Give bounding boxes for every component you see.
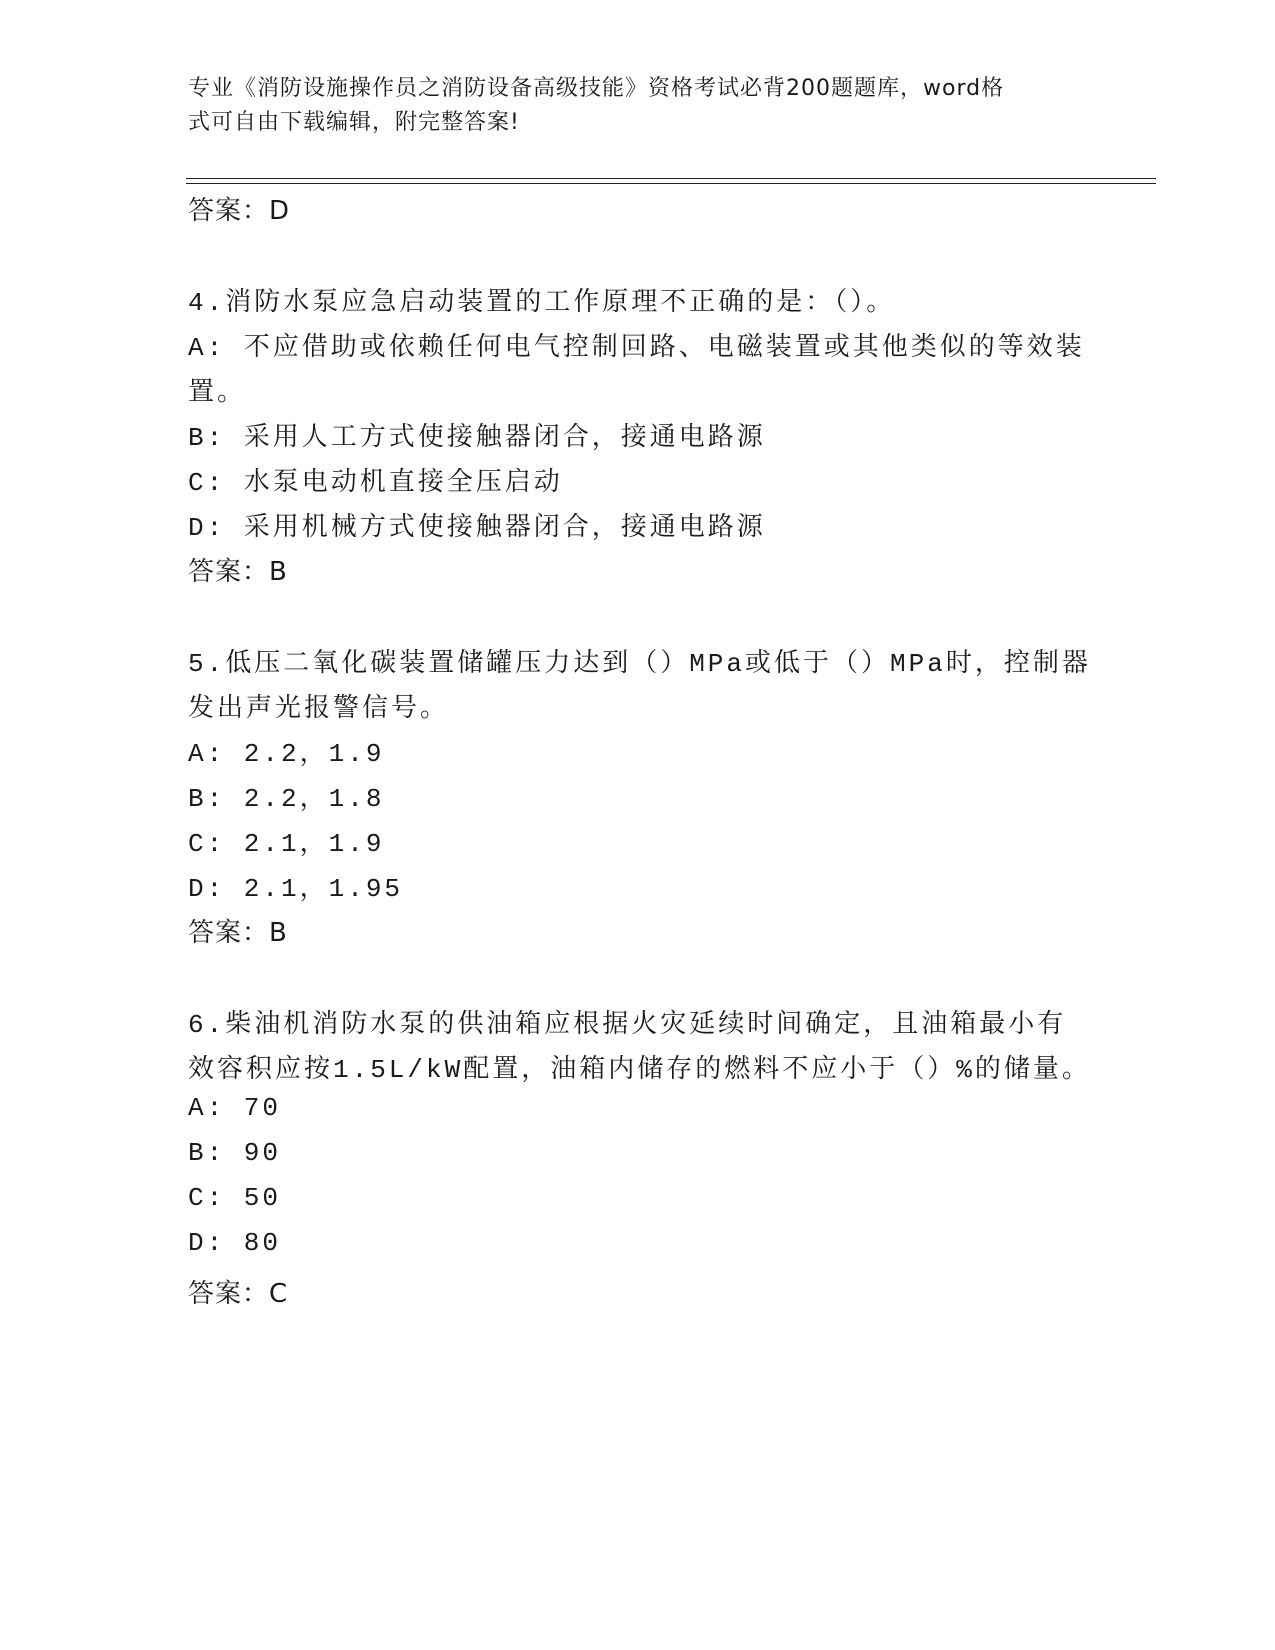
question-6-option-a: A: 70 — [188, 1093, 282, 1123]
question-4-option-c: C: 水泵电动机直接全压启动 — [188, 468, 563, 498]
question-5-option-c: C: 2.1，1.9 — [188, 829, 385, 859]
question-5-answer: 答案：B — [188, 918, 288, 948]
header-rule-top — [186, 178, 1156, 179]
header-rule-bottom — [186, 183, 1156, 184]
question-6-stem-cont: 效容积应按1.5L/kW配置，油箱内储存的燃料不应小于（）%的储量。 — [188, 1055, 1091, 1085]
question-5-stem: 5.低压二氧化碳装置储罐压力达到（）MPa或低于（）MPa时，控制器 — [188, 649, 1091, 679]
question-6-option-c: C: 50 — [188, 1183, 282, 1213]
question-4-option-d: D: 采用机械方式使接触器闭合，接通电路源 — [188, 513, 766, 543]
document-header — [188, 72, 1078, 140]
question-5-option-a: A: 2.2，1.9 — [188, 739, 385, 769]
question-6-option-d: D: 80 — [188, 1228, 282, 1258]
question-5-option-d: D: 2.1，1.95 — [188, 874, 404, 904]
question-4-answer: 答案：B — [188, 557, 288, 587]
question-5-option-b: B: 2.2，1.8 — [188, 784, 385, 814]
question-6-answer: 答案：C — [188, 1279, 289, 1309]
question-6-option-b: B: 90 — [188, 1138, 282, 1168]
header-line-1: 专业《消防设施操作员之消防设备高级技能》资格考试必背200题题库，word格 — [188, 76, 1005, 101]
question-6-stem: 6.柴油机消防水泵的供油箱应根据火灾延续时间确定，且油箱最小有 — [188, 1010, 1067, 1040]
question-4-option-a-cont: 置。 — [188, 378, 247, 408]
question-5-stem-cont: 发出声光报警信号。 — [188, 694, 450, 724]
question-4-option-a: A: 不应借助或依赖任何电气控制回路、电磁装置或其他类似的等效装 — [188, 333, 1085, 363]
header-line-2: 式可自由下载编辑，附完整答案! — [188, 110, 520, 135]
question-4-option-b: B: 采用人工方式使接触器闭合，接通电路源 — [188, 423, 766, 453]
question-4-stem: 4.消防水泵应急启动装置的工作原理不正确的是：（）。 — [188, 288, 896, 318]
answer-previous: 答案：D — [188, 196, 291, 226]
